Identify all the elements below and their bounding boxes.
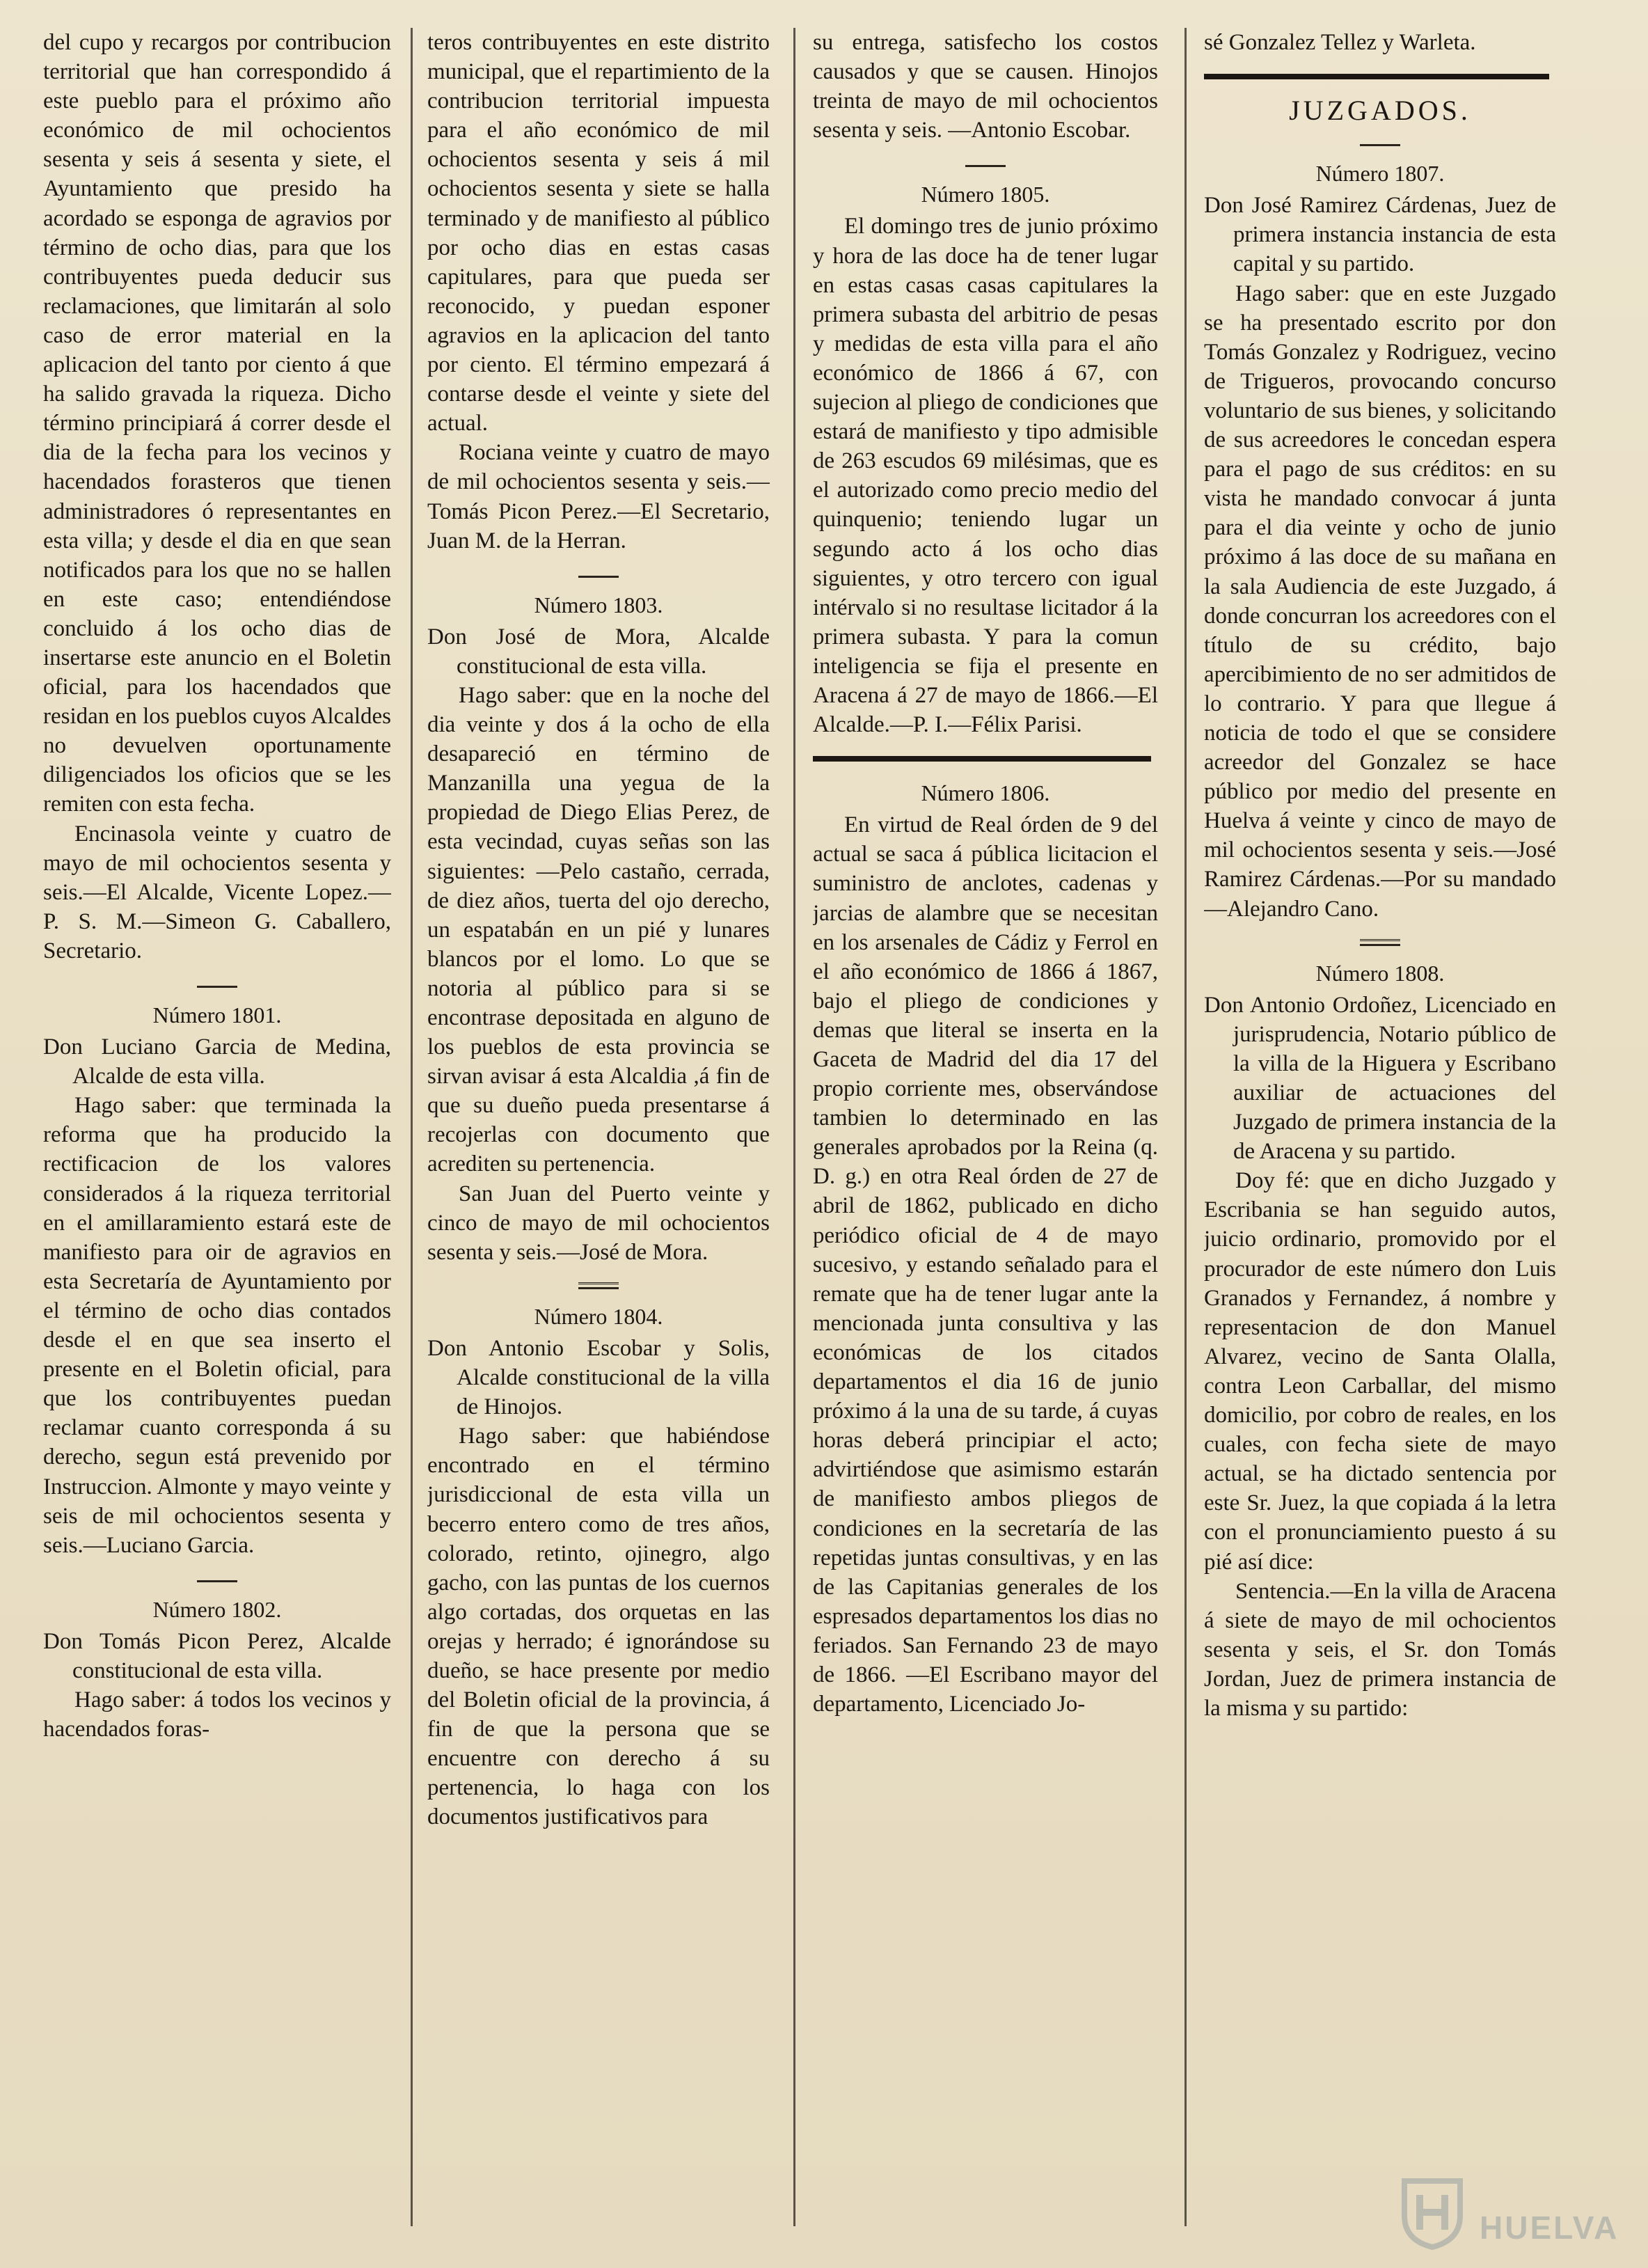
notice-heading: Don Luciano Garcia de Medina, Alcalde de esta villa. bbox=[43, 1034, 391, 1089]
separator bbox=[1204, 131, 1556, 148]
notice-number: Número 1808. bbox=[1315, 960, 1445, 986]
notice-body: Hago saber: que en la noche del dia veinte y dos á la ocho de ella desapareció en término de Manzanilla una yegua de la propiedad de Diego Elias Perez, de esta vecindad, cuyas señas son las siguientes: —Pelo castaño, cerrada, de diez años, tuerta del ojo derecho, un espatabán en un pié y lunares blancos por el lomo. Lo que se notoria al público para si se encontrase depositada en alguno de los pueblos de esta provincia se sirvan avisar á esta Alcaldia ,á fin de que su dueño pueda presentarse á recojerlas con documento que acrediten su pertenencia. bbox=[427, 682, 770, 1177]
notice-heading: Don Antonio Escobar y Solis, Alcalde constitucional de la villa de Hinojos. bbox=[427, 1335, 770, 1420]
notice-heading: Don José de Mora, Alcalde constitucional de esta villa. bbox=[427, 624, 770, 679]
notice-signature: San Juan del Puerto veinte y cinco de mayo de mil ochocientos sesenta y seis.—José de Mora. bbox=[427, 1181, 770, 1265]
notice-continuation: del cupo y recargos por contribucion territorial que han correspondido á este pueblo para el próximo año económico de mil ochocientos sesenta y seis á sesenta y siete, el Ayuntamiento que presido ha acordado se esponga de agravios por término de ocho dias, para que los contribuyentes pueda deducir sus reclamaciones, que limitarán al solo caso de error material en la aplicacion del tanto por ciento á que ha salido gravada la riqueza. Dicho término principiará á correr desde el dia de la fecha para los vecinos y hacendados forasteros que tienen administradores ó representantes en esta villa; y desde el dia en que sean notificados para los que no se hallen en este caso; entendiéndose concluido á los ocho dias de insertarse este anuncio en el Boletin oficial, para los hacendados que residan en los pueblos cuyos Alcaldes no devuelven oportunamente diligenciados los oficios que se les remiten con esta fecha. bbox=[43, 30, 391, 817]
column-rule bbox=[793, 28, 795, 2226]
notice-body: Sentencia.—En la villa de Aracena á siete de mayo de mil ochocientos sesenta y seis, el Sr. don Tomás Jordan, Juez de primera instancia de la misma y su partido: bbox=[1204, 1578, 1556, 1721]
archive-watermark bbox=[1397, 2171, 1627, 2254]
column-3 bbox=[813, 28, 1158, 2247]
separator bbox=[43, 972, 391, 989]
notice-signature: Encinasola veinte y cuatro de mayo de mil ochocientos sesenta y seis.—El Alcalde, Vicente Lopez.—P. S. M.—Simeon G. Caballero, Secretario. bbox=[43, 821, 391, 963]
section-rule bbox=[813, 756, 1151, 762]
section-heading: JUZGADOS. bbox=[1289, 95, 1471, 127]
emblem-icon bbox=[1397, 2174, 1467, 2251]
notice-heading: Don José Ramirez Cárdenas, Juez de primera instancia instancia de esta capital y su partido. bbox=[1204, 193, 1556, 277]
notice-number: Número 1802. bbox=[152, 1596, 282, 1622]
separator bbox=[43, 1567, 391, 1584]
notice-number: Número 1807. bbox=[1315, 161, 1445, 187]
column-rule bbox=[411, 28, 413, 2226]
section-rule bbox=[1204, 74, 1549, 79]
notice-number: Número 1803. bbox=[534, 592, 663, 617]
notice-body: Doy fé: que en dicho Juzgado y Escribania se han seguido autos, juicio ordinario, promovido por el procurador de este número don Luis Granados y Fernandez, á nombre y representacion de don Manuel Alvarez, vecino de Santa Olalla, contra Leon Carballar, del mismo domicilio, por cobro de reales, en los cuales, con fecha siete de mayo actual, se ha dictado sentencia por este Sr. Juez, la que copiada á la letra con el pronunciamiento puesto á su pié así dice: bbox=[1204, 1168, 1556, 1575]
column-1 bbox=[43, 28, 391, 2247]
notice-continuation: teros contribuyentes en este distrito municipal, que el repartimiento de la contribucion territorial impuesta para el año económico de mil ochocientos sesenta y seis á mil ochocientos sesenta y siete se halla terminado y de manifiesto al público por ocho dias en estas casas capitulares, para que pueda ser reconocido, y puedan esponer agravios en la aplicacion del tanto por ciento. El término empezará á contarse desde el veinte y siete del actual. bbox=[427, 30, 770, 436]
column-rule bbox=[1184, 28, 1187, 2226]
notice-number: Número 1805. bbox=[921, 182, 1050, 207]
separator bbox=[427, 562, 770, 579]
notice-body: En virtud de Real órden de 9 del actual se saca á pública licitacion el suministro de anclotes, cadenas y jarcias de alambre que se necesitan en los arsenales de Cádiz y Ferrol en el año económico de 1866 á 1867, bajo el pliego de condiciones y demas que literal se inserta en la Gaceta de Madrid del dia 17 del propio corriente mes, observándose tambien lo determinado en las generales aprobados por la Reina (q. D. g.) en otra Real órden de 27 de abril de 1862, publicado en dicho periódico oficial de 4 de mayo sucesivo, y estando señalado para el remate que ha de tener lugar ante la mencionada junta consultiva y las económicas de los citados departamentos el dia 16 de junio próximo á la una de su tarde, á cuyas horas deberá principiar el acto; advirtiéndose que asimismo estarán de manifiesto ambos pliegos de condiciones en la secretaría de las repetidas juntas consultivas, y en las de las Capitanias generales de los espresados departamentos los dias no feriados. San Fernando 23 de mayo de 1866. —El Escribano mayor del departamento, Licenciado Jo- bbox=[813, 812, 1158, 1717]
notice-body: El domingo tres de junio próximo y hora de las doce ha de tener lugar en estas casas casas capitulares la primera subasta del arbitrio de pesas y medidas de esta villa para el año económico de 1866 á 67, con sujecion al pliego de condiciones que estará de manifiesto y tipo admisible de 263 escudos 69 milésimas, que es el autorizado como precio medio del quinquenio; teniendo lugar un segundo acto á los ocho dias siguientes, y otro tercero con igual intérvalo si no resultase licitador á la primera subasta. Y para la comun inteligencia se fija el presente en Aracena á 27 de mayo de 1866.—El Alcalde.—P. I.—Félix Parisi. bbox=[813, 214, 1158, 738]
separator bbox=[1204, 931, 1556, 947]
notice-number: Número 1804. bbox=[534, 1303, 663, 1329]
notice-continuation: sé Gonzalez Tellez y Warleta. bbox=[1204, 30, 1476, 55]
column-4 bbox=[1204, 28, 1556, 2247]
watermark-label: HUELVA bbox=[1480, 2210, 1619, 2246]
notice-heading: Don Antonio Ordoñez, Licenciado en jurisprudencia, Notario público de la villa de la Higuera y Escribano auxiliar de actuaciones del Juzgado de primera instancia de la de Aracena y su partido. bbox=[1204, 992, 1556, 1165]
separator bbox=[427, 1274, 770, 1291]
notice-number: Número 1806. bbox=[921, 780, 1050, 806]
separator bbox=[813, 152, 1158, 168]
notice-continuation: su entrega, satisfecho los costos causados y que se causen. Hinojos treinta de mayo de mil ochocientos sesenta y seis. —Antonio Escobar. bbox=[813, 30, 1158, 143]
notice-body: Hago saber: á todos los vecinos y hacendados foras- bbox=[43, 1687, 391, 1742]
notice-body: Hago saber: que habiéndose encontrado en el término jurisdiccional de esta villa un becerro entero como de tres años, colorado, retinto, ojinegro, algo gacho, con las puntas de los cuernos algo cortadas, dos orquetas en las orejas y herrado; é ignorándose su dueño, se hace presente por medio del Boletin oficial de la provincia, á fin de que la persona que se encuentre con derecho á su pertenencia, lo haga con los documentos justificativos para bbox=[427, 1424, 770, 1830]
notice-heading: Don Tomás Picon Perez, Alcalde constitucional de esta villa. bbox=[43, 1628, 391, 1683]
notice-body: Hago saber: que en este Juzgado se ha presentado escrito por don Tomás Gonzalez y Rodriguez, vecino de Trigueros, provocando concurso voluntario de sus bienes, y solicitando de sus acreedores le concedan espera para el pago de sus créditos: en su vista he mandado convocar á junta para el dia veinte y ocho de junio próximo á las doce de su mañana en la sala Audiencia de este Juzgado, á donde concurran los acreedores con el título de su crédito, bajo apercibimiento de no ser admitidos de lo contrario. Y para que llegue á noticia de todo el que se considere acreedor del Gonzalez se hace público por medio del presente en Huelva á veinte y cinco de mayo de mil ochocientos sesenta y seis.—José Ramirez Cárdenas.—Por su mandado —Alejandro Cano. bbox=[1204, 281, 1556, 922]
notice-number: Número 1801. bbox=[152, 1002, 282, 1027]
column-2 bbox=[427, 28, 770, 2247]
notice-signature: Rociana veinte y cuatro de mayo de mil ochocientos sesenta y seis.—Tomás Picon Perez.—El Secretario, Juan M. de la Herran. bbox=[427, 440, 770, 553]
notice-body: Hago saber: que terminada la reforma que ha producido la rectificacion de los valores considerados á la riqueza territorial en el amillaramiento estará este de manifiesto para oir de agravios en esta Secretaría de Ayuntamiento por el término de ocho dias contados desde el en que sea inserto el presente en el Boletin oficial, para que los contribuyentes puedan reclamar cuanto corresponda á su derecho, segun está prevenido por Instruccion. Almonte y mayo veinte y seis de mil ochocientos sesenta y seis.—Luciano Garcia. bbox=[43, 1093, 391, 1558]
